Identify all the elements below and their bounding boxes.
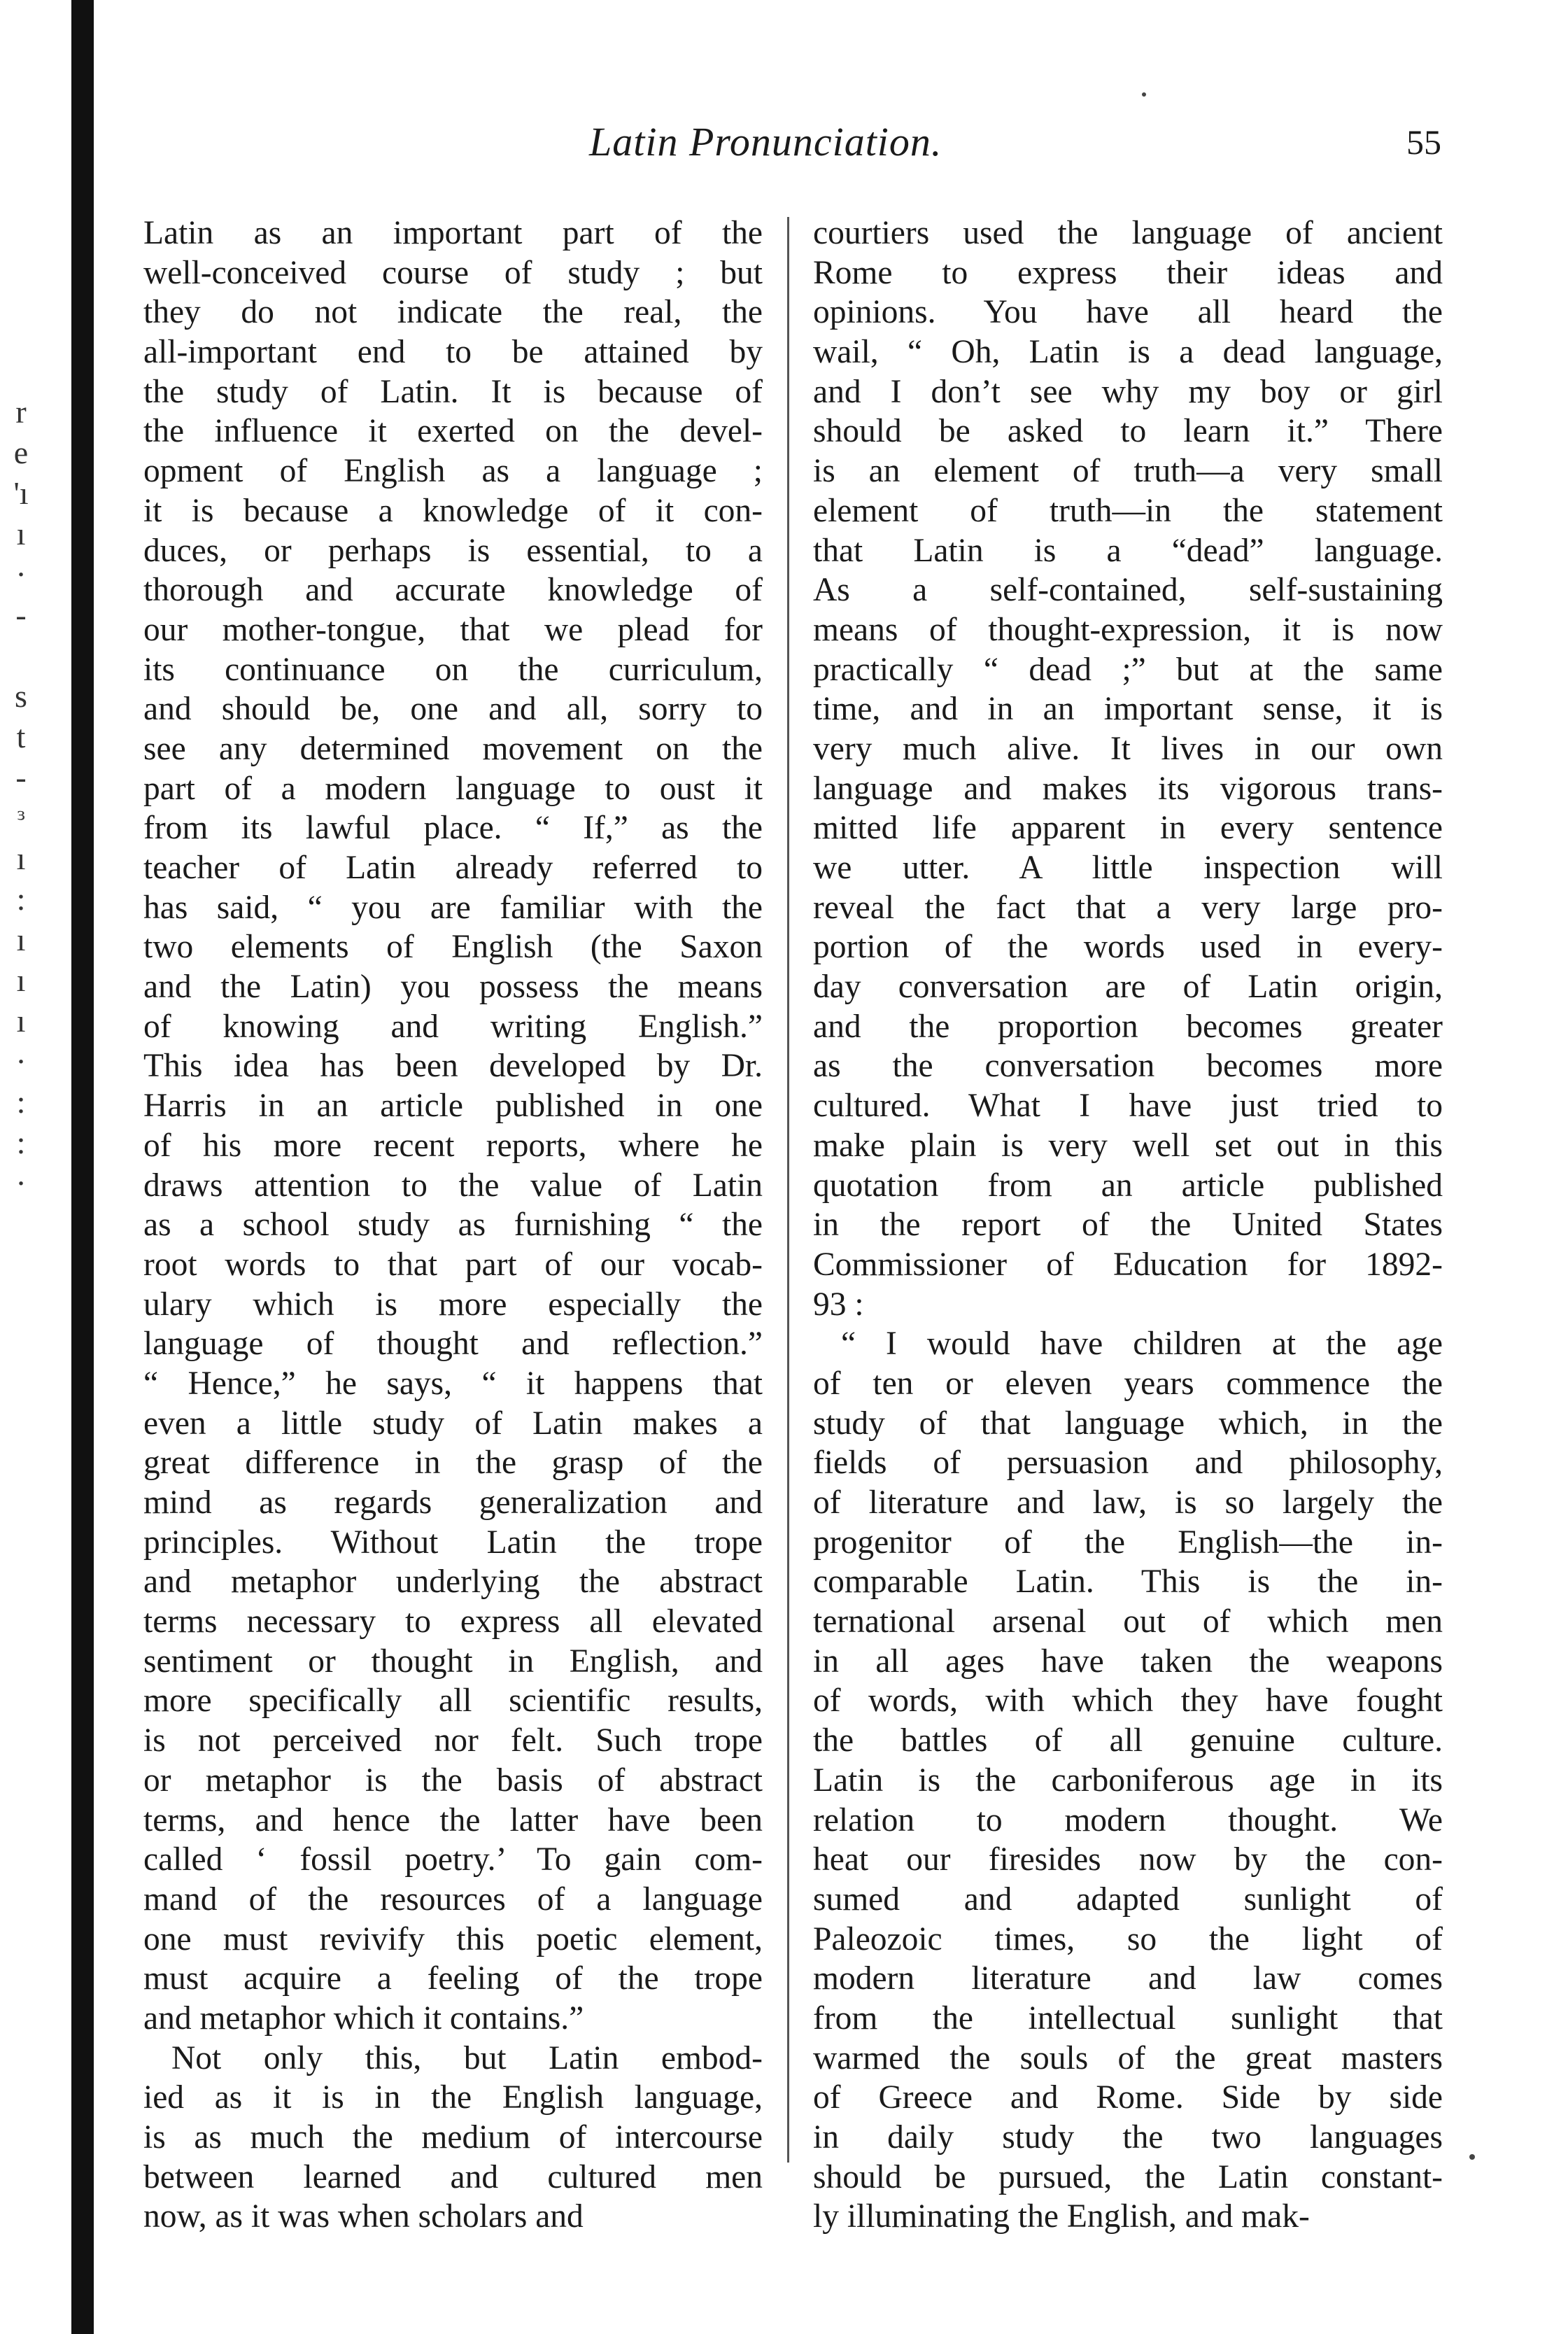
- page-binding-shadow: [71, 0, 94, 2334]
- margin-fragment: :: [16, 881, 26, 917]
- text-line: comparable Latin. This is the in-: [813, 1563, 1443, 1601]
- print-speck: [1142, 92, 1146, 97]
- text-line: sumed and adapted sunlight of: [813, 1880, 1443, 1918]
- text-line: and should be, one and all, sorry to: [143, 691, 763, 728]
- margin-fragment: r: [15, 394, 27, 430]
- margin-fragment: ı: [16, 516, 26, 551]
- running-title: Latin Pronunciation.: [589, 119, 942, 164]
- text-line: should be pursued, the Latin constant-: [813, 2158, 1443, 2195]
- margin-fragment: :: [16, 1125, 26, 1160]
- text-line: mind as regards generalization and: [143, 1484, 763, 1521]
- text-line: root words to that part of our vocab-: [143, 1246, 763, 1283]
- text-line: language of thought and reflection.”: [143, 1326, 763, 1363]
- margin-fragment: -: [15, 759, 27, 795]
- column-divider: [787, 217, 789, 2163]
- text-line: all-important end to be attained by: [143, 334, 763, 371]
- text-line: as a school study as furnishing “ the: [143, 1207, 763, 1244]
- text-line: very much alive. It lives in our own: [813, 730, 1443, 767]
- text-line: 93 :: [813, 1286, 864, 1323]
- text-line: As a self-contained, self-sustaining: [813, 572, 1443, 609]
- text-line: they do not indicate the real, the: [143, 294, 763, 331]
- text-line: fields of persuasion and philosophy,: [813, 1444, 1443, 1482]
- text-line: its continuance on the curriculum,: [143, 651, 763, 688]
- margin-fragment: ı: [16, 1003, 26, 1039]
- text-line: between learned and cultured men: [143, 2158, 763, 2195]
- text-line: even a little study of Latin makes a: [143, 1405, 763, 1442]
- text-line: Latin as an important part of the: [143, 215, 763, 251]
- text-line: time, and in an important sense, it is: [813, 691, 1443, 728]
- text-line: that Latin is a “dead” language.: [813, 532, 1443, 569]
- margin-fragment: ı: [16, 841, 26, 876]
- margin-fragment: ı: [16, 962, 26, 998]
- text-line: we utter. A little inspection will: [813, 850, 1443, 886]
- text-line: the influence it exerted on the devel-: [143, 413, 763, 450]
- text-line: is not perceived nor felt. Such trope: [143, 1722, 763, 1759]
- text-line: mand of the resources of a language: [143, 1880, 763, 1918]
- margin-fragment: 'ı: [13, 475, 29, 511]
- text-line: from the intellectual sunlight that: [813, 1999, 1443, 2037]
- text-line: is as much the medium of intercourse: [143, 2119, 763, 2156]
- text-line: Latin is the carboniferous age in its: [813, 1762, 1443, 1799]
- text-line: heat our firesides now by the con-: [813, 1841, 1443, 1878]
- text-line: well-conceived course of study ; but: [143, 254, 763, 291]
- right-text-column: [813, 213, 1443, 2243]
- text-line: This idea has been developed by Dr.: [143, 1048, 763, 1085]
- text-line: teacher of Latin already referred to: [143, 850, 763, 886]
- text-line: reveal the fact that a very large pro-: [813, 889, 1443, 926]
- text-line: the battles of all genuine culture.: [813, 1722, 1443, 1759]
- text-line: of ten or eleven years commence the: [813, 1365, 1443, 1402]
- text-line: and the Latin) you possess the means: [143, 969, 763, 1006]
- text-line: must acquire a feeling of the trope: [143, 1960, 763, 1997]
- text-line: element of truth—in the statement: [813, 492, 1443, 529]
- text-line: of knowing and writing English.”: [143, 1008, 763, 1045]
- text-line: ternational arsenal out of which men: [813, 1603, 1443, 1640]
- margin-fragment: ·: [15, 556, 27, 592]
- text-line: in the report of the United States: [813, 1207, 1443, 1244]
- text-line: see any determined movement on the: [143, 730, 763, 767]
- text-line: opinions. You have all heard the: [813, 294, 1443, 331]
- text-line: from its lawful place. “ If,” as the: [143, 810, 763, 847]
- text-line: of words, with which they have fought: [813, 1682, 1443, 1720]
- text-line: Paleozoic times, so the light of: [813, 1920, 1443, 1957]
- text-line: Harris in an article published in one: [143, 1088, 763, 1125]
- text-line: ulary which is more especially the: [143, 1286, 763, 1323]
- text-line: called ‘ fossil poetry.’ To gain com-: [143, 1841, 763, 1878]
- text-line: language and makes its vigorous trans-: [813, 770, 1443, 807]
- text-line: now, as it was when scholars and: [143, 2198, 584, 2235]
- margin-fragment: ᵌ: [17, 800, 25, 836]
- text-line: mitted life apparent in every sentence: [813, 810, 1443, 847]
- text-line: great difference in the grasp of the: [143, 1444, 763, 1482]
- text-line: “ Hence,” he says, “ it happens that: [143, 1365, 763, 1402]
- text-line: of literature and law, is so largely the: [813, 1484, 1443, 1521]
- text-line: opment of English as a language ;: [143, 453, 763, 490]
- text-line: part of a modern language to oust it: [143, 770, 763, 807]
- text-line: sentiment or thought in English, and: [143, 1643, 763, 1680]
- text-line: ied as it is in the English language,: [143, 2079, 763, 2116]
- text-line: cultured. What I have just tried to: [813, 1088, 1443, 1125]
- text-line: Commissioner of Education for 1892-: [813, 1246, 1443, 1283]
- text-line: terms, and hence the latter have been: [143, 1801, 763, 1839]
- text-line: courtiers used the language of ancient: [813, 215, 1443, 251]
- text-line: of his more recent reports, where he: [143, 1127, 763, 1164]
- text-line: draws attention to the value of Latin: [143, 1167, 763, 1204]
- text-line: Not only this, but Latin embod-: [171, 2039, 763, 2076]
- text-line: relation to modern thought. We: [813, 1801, 1443, 1839]
- text-line: thorough and accurate knowledge of: [143, 572, 763, 609]
- text-line: and metaphor underlying the abstract: [143, 1563, 763, 1601]
- text-line: has said, “ you are familiar with the: [143, 889, 763, 926]
- text-line: in all ages have taken the weapons: [813, 1643, 1443, 1680]
- text-line: study of that language which, in the: [813, 1405, 1443, 1442]
- text-line: is an element of truth—a very small: [813, 453, 1443, 490]
- page-number: 55: [1406, 122, 1441, 162]
- margin-fragment: [0, 635, 42, 676]
- left-text-column: [143, 213, 763, 2243]
- text-line: make plain is very well set out in this: [813, 1127, 1443, 1164]
- text-line: as the conversation becomes more: [813, 1048, 1443, 1085]
- margin-fragment: e: [13, 435, 29, 470]
- text-line: and I don’t see why my boy or girl: [813, 373, 1443, 410]
- text-line: the study of Latin. It is because of: [143, 373, 763, 410]
- margin-fragment: :: [16, 1084, 26, 1120]
- text-line: modern literature and law comes: [813, 1960, 1443, 1997]
- text-line: duces, or perhaps is essential, to a: [143, 532, 763, 569]
- text-line: should be asked to learn it.” There: [813, 413, 1443, 450]
- margin-fragment: ·: [15, 1165, 27, 1201]
- text-line: one must revivify this poetic element,: [143, 1920, 763, 1957]
- text-line: means of thought-expression, it is now: [813, 611, 1443, 648]
- running-head: [126, 118, 1441, 174]
- text-line: practically “ dead ;” but at the same: [813, 651, 1443, 688]
- margin-fragment: ·: [15, 1043, 27, 1079]
- text-line: more specifically all scientific results,: [143, 1682, 763, 1720]
- margin-text-fragments: [0, 392, 42, 1204]
- text-line: of Greece and Rome. Side by side: [813, 2079, 1443, 2116]
- print-speck: [1469, 2154, 1475, 2160]
- text-line: or metaphor is the basis of abstract: [143, 1762, 763, 1799]
- text-line: wail, “ Oh, Latin is a dead language,: [813, 334, 1443, 371]
- text-line: and the proportion becomes greater: [813, 1008, 1443, 1045]
- text-line: our mother-tongue, that we plead for: [143, 611, 763, 648]
- margin-fragment: t: [16, 719, 26, 754]
- text-line: principles. Without Latin the trope: [143, 1524, 763, 1561]
- margin-fragment: ı: [16, 922, 26, 957]
- text-line: two elements of English (the Saxon: [143, 929, 763, 966]
- text-line: “ I would have children at the age: [841, 1326, 1443, 1363]
- text-line: and metaphor which it contains.”: [143, 1999, 584, 2037]
- text-line: it is because a knowledge of it con-: [143, 492, 763, 529]
- text-line: Rome to express their ideas and: [813, 254, 1443, 291]
- text-line: portion of the words used in every-: [813, 929, 1443, 966]
- margin-fragment: -: [15, 597, 27, 633]
- text-line: day conversation are of Latin origin,: [813, 969, 1443, 1006]
- text-line: warmed the souls of the great masters: [813, 2039, 1443, 2076]
- margin-fragment: s: [15, 678, 27, 714]
- text-line: in daily study the two languages: [813, 2119, 1443, 2156]
- text-line: terms necessary to express all elevated: [143, 1603, 763, 1640]
- text-line: ly illuminating the English, and mak-: [813, 2198, 1310, 2235]
- text-line: progenitor of the English—the in-: [813, 1524, 1443, 1561]
- text-line: quotation from an article published: [813, 1167, 1443, 1204]
